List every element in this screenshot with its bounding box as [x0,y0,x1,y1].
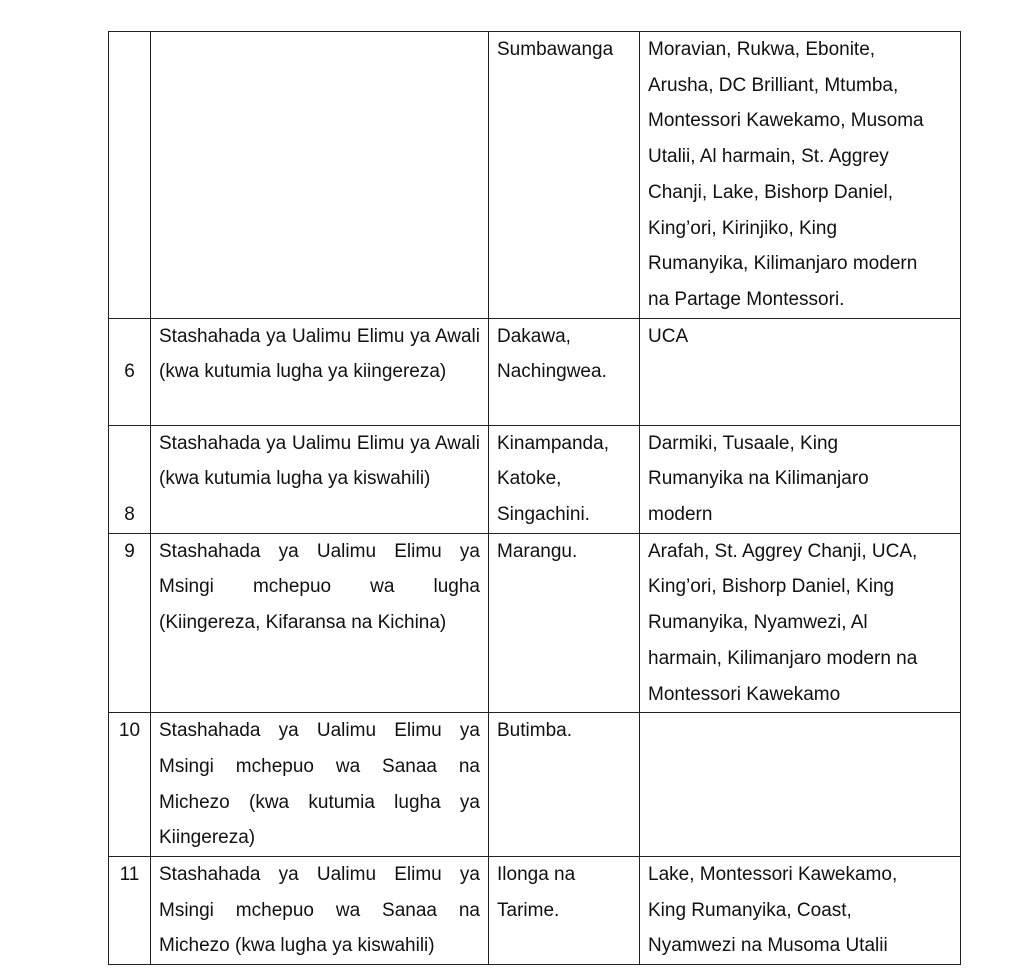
programme-cell [151,32,489,319]
table-row [109,425,961,533]
table-row [109,533,961,713]
programme-cell: Stashahada ya Ualimu Elimu ya Msingi mchepuo wa Sanaa na Michezo (kwa lugha ya kiswahili) [151,857,489,965]
row-number-cell: 8 [109,425,151,533]
table-row [109,713,961,857]
college-allocation-table [108,31,961,965]
schools-cell: Lake, Montessori Kawekamo, King Rumanyika, Coast, Nyamwezi na Musoma Utalii [640,857,961,965]
schools-cell: Moravian, Rukwa, Ebonite, Arusha, DC Brilliant, Mtumba, Montessori Kawekamo, Musoma Utalii, Al harmain, St. Aggrey Chanji, Lake, Bishorp Daniel, King’ori, Kirinjiko, King Rumanyika, Kilimanjaro modern na Partage Montessori. [640,32,961,319]
programme-cell: Stashahada ya Ualimu Elimu ya Awali (kwa kutumia lugha ya kiingereza) [151,318,489,425]
colleges-cell: Kinampanda, Katoke, Singachini. [489,425,640,533]
colleges-cell: Marangu. [489,533,640,713]
row-number-cell [109,32,151,319]
table-row [109,318,961,425]
colleges-cell: Butimba. [489,713,640,857]
table-row [109,32,961,319]
schools-cell: Arafah, St. Aggrey Chanji, UCA, King’ori, Bishorp Daniel, King Rumanyika, Nyamwezi, Al harmain, Kilimanjaro modern na Montessori Kawekamo [640,533,961,713]
programme-cell: Stashahada ya Ualimu Elimu ya Msingi mchepuo wa Sanaa na Michezo (kwa kutumia lugha ya Kiingereza) [151,713,489,857]
schools-cell: UCA [640,318,961,425]
schools-cell: Darmiki, Tusaale, King Rumanyika na Kilimanjaro modern [640,425,961,533]
schools-cell [640,713,961,857]
programme-cell: Stashahada ya Ualimu Elimu ya Msingi mchepuo wa lugha (Kiingereza, Kifaransa na Kichina) [151,533,489,713]
colleges-cell: Ilonga na Tarime. [489,857,640,965]
programme-cell: Stashahada ya Ualimu Elimu ya Awali (kwa kutumia lugha ya kiswahili) [151,425,489,533]
colleges-cell: Dakawa, Nachingwea. [489,318,640,425]
row-number-cell: 6 [109,318,151,425]
row-number-cell: 10 [109,713,151,857]
row-number-cell: 11 [109,857,151,965]
colleges-cell: Sumbawanga [489,32,640,319]
row-number-cell: 9 [109,533,151,713]
table-row [109,857,961,965]
